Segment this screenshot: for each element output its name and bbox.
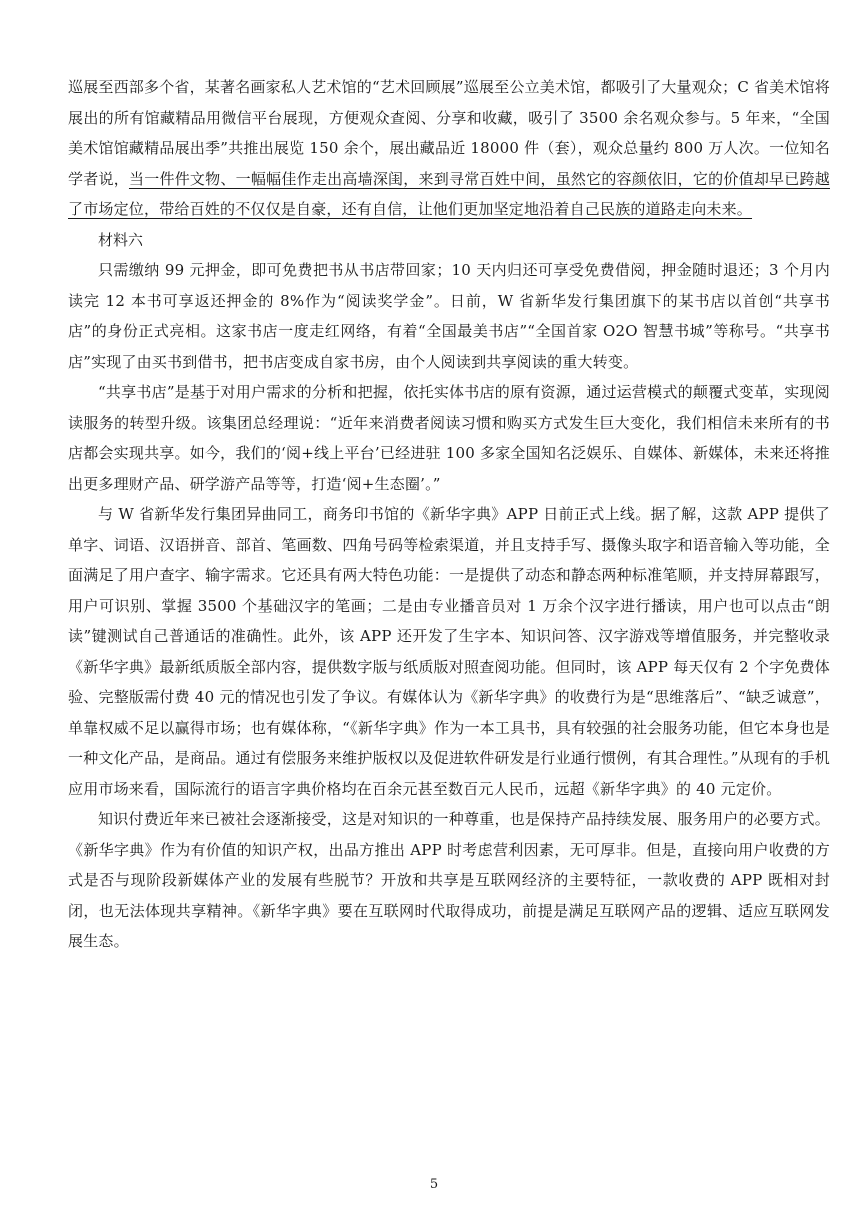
paragraph-1-text: 巡展至西部多个省，某著名画家私人艺术馆的“艺术回顾展”巡展至公立美术馆，都吸引了大量观众；C 省美术馆将展出的所有馆藏精品用微信平台展现，方便观众查阅、分享和收藏，吸引了 3500 余名观众参与。5 年来，“全国美术馆馆藏精品展出季”共推出展览 150 余个，展出藏品近 18000 件（套），观众总量约 800 万人次。一位知名学者说， xyxy=(68,78,830,188)
paragraph-1 xyxy=(68,72,830,225)
underlined-quote: 当一件件文物、一幅幅佳作走出高墙深闺，来到寻常百姓中间，虽然它的容颜依旧，它的价值却早已跨越了市场定位，带给百姓的不仅仅是自豪，还有自信，让他们更加坚定地沿着自己民族的道路走向未来。 xyxy=(68,169,830,218)
material-heading: 材料六 xyxy=(98,230,144,249)
paragraph-3: “共享书店”是基于对用户需求的分析和把握，依托实体书店的原有资源，通过运营模式的颠覆式变革，实现阅读服务的转型升级。该集团总经理说：“近年来消费者阅读习惯和购买方式发生巨大变化，我们相信未来所有的书店都会实现共享。如今，我们的‘阅+线上平台’已经进驻 100 多家全国知名泛娱乐、自媒体、新媒体，未来还将推出更多理财产品、研学游产品等等，打造‘阅+生态圈’。” xyxy=(68,383,830,493)
paragraph-5: 知识付费近年来已被社会逐渐接受，这是对知识的一种尊重，也是保持产品持续发展、服务用户的必要方式。《新华字典》作为有价值的知识产权，出品方推出 APP 时考虑营利因素，无可厚非。但是，直接向用户收费的方式是否与现阶段新媒体产业的发展有些脱节？开放和共享是互联网经济的主要特征，一款收费的 APP 既相对封闭，也无法体现共享精神。《新华字典》要在互联网时代取得成功，前提是满足互联网产品的逻辑、适应互联网发展生态。 xyxy=(68,810,830,950)
paragraph-4: 与 W 省新华发行集团异曲同工，商务印书馆的《新华字典》APP 日前正式上线。据了解，这款 APP 提供了单字、词语、汉语拼音、部首、笔画数、四角号码等检索渠道，并且支持手写、摄像头取字和语音输入等功能，全面满足了用户查字、输字需求。它还具有两大特色功能：一是提供了动态和静态两种标准笔顺，并支持屏幕跟写，用户可识别、掌握 3500 个基础汉字的笔画；二是由专业播音员对 1 万余个汉字进行播读，用户也可以点击“朗读”键测试自己普通话的准确性。此外，该 APP 还开发了生字本、知识问答、汉字游戏等增值服务，并完整收录《新华字典》最新纸质版全部内容，提供数字版与纸质版对照查阅功能。但同时，该 APP 每天仅有 2 个字免费体验、完整版需付费 40 元的情况也引发了争议。有媒体认为《新华字典》的收费行为是“思维落后”、“缺乏诚意”，单靠权威不足以赢得市场；也有媒体称，“《新华字典》作为一本工具书，具有较强的社会服务功能，但它本身也是一种文化产品，是商品。通过有偿服务来维护版权以及促进软件研发是行业通行惯例，有其合理性。”从现有的手机应用市场来看，国际流行的语言字典价格均在百余元甚至数百元人民币，远超《新华字典》的 40 元定价。 xyxy=(68,505,830,798)
document-body xyxy=(68,72,830,957)
page-number: 5 xyxy=(429,1177,439,1192)
paragraph-2: 只需缴纳 99 元押金，即可免费把书从书店带回家；10 天内归还可享受免费借阅，押金随时退还；3 个月内读完 12 本书可享返还押金的 8%作为“阅读奖学金”。日前，W 省新华发行集团旗下的某书店以首创“共享书店”的身份正式亮相。这家书店一度走红网络，有着“全国最美书店”“全国首家 O2O 智慧书城”等称号。“共享书店”实现了由买书到借书，把书店变成自家书房，由个人阅读到共享阅读的重大转变。 xyxy=(68,261,830,371)
